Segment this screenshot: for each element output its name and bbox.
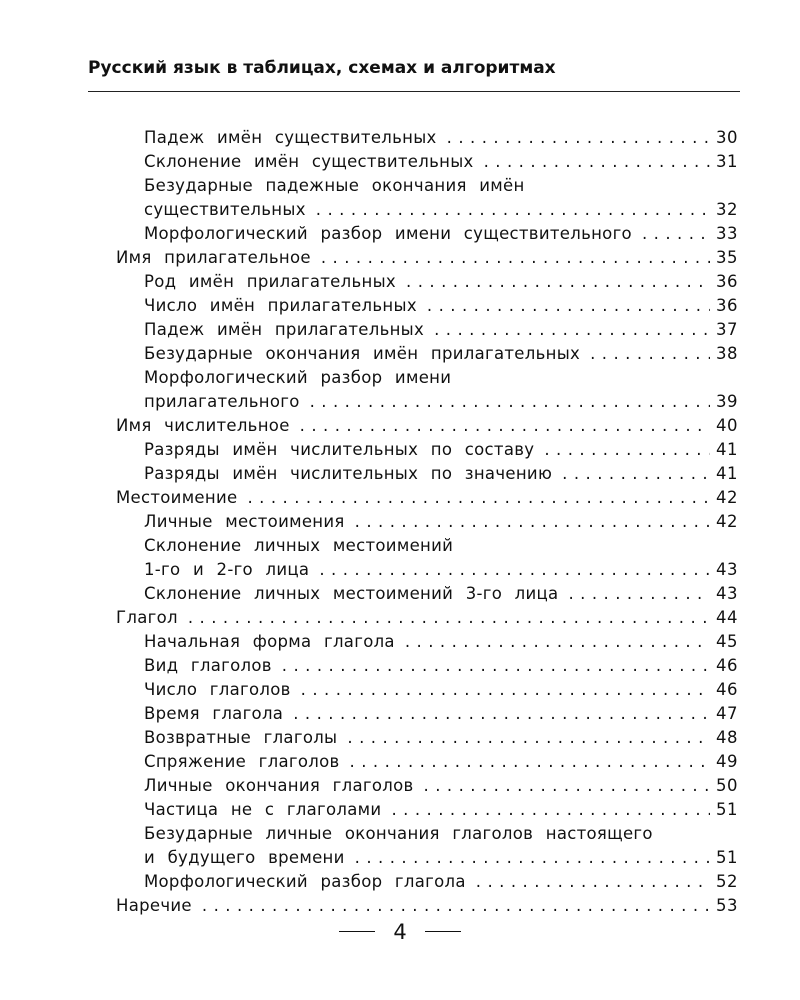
toc-page-number: 35 — [716, 248, 738, 267]
toc-subentry — [116, 318, 738, 342]
toc-subentry — [116, 582, 738, 606]
toc-page-number: 41 — [716, 464, 738, 483]
toc-page-number: 39 — [716, 392, 738, 411]
toc-page-number: 31 — [716, 152, 738, 171]
dot-leader — [188, 606, 710, 630]
dot-leader — [434, 318, 710, 342]
toc-page-number: 43 — [716, 560, 738, 579]
toc-subentry — [116, 438, 738, 462]
dot-leader — [347, 726, 710, 750]
toc-page-number: 49 — [716, 752, 738, 771]
toc-section — [116, 606, 738, 630]
toc-subentry — [116, 126, 738, 150]
toc-entry-title: Личные местоимения — [144, 512, 345, 531]
toc-entry-title: Вид глаголов — [144, 656, 272, 675]
toc-page-number: 32 — [716, 200, 738, 219]
toc-entry-title: Число глаголов — [144, 680, 291, 699]
toc-section — [116, 414, 738, 438]
dot-leader — [355, 846, 710, 870]
toc-entry-title: Падеж имён существительных — [144, 128, 437, 147]
toc-subentry — [116, 222, 738, 246]
dot-leader — [568, 582, 710, 606]
toc-entry-title: Время глагола — [144, 704, 284, 723]
toc-entry-title: Глагол — [116, 608, 178, 627]
folio-dash-left — [339, 931, 375, 932]
toc-entry-title: Местоимение — [116, 488, 238, 507]
toc-page-number: 46 — [716, 680, 738, 699]
dot-leader — [391, 798, 710, 822]
dot-leader — [310, 390, 710, 414]
dot-leader — [321, 246, 710, 270]
toc-entry-title: Имя прилагательное — [116, 248, 311, 267]
toc-page-number: 51 — [716, 848, 738, 867]
toc-entry-title: Безударные окончания имён прилагательных — [144, 344, 581, 363]
toc-page-number: 47 — [716, 704, 738, 723]
toc-page-number: 42 — [716, 512, 738, 531]
dot-leader — [319, 558, 710, 582]
toc-page-number: 48 — [716, 728, 738, 747]
toc-entry-title: Разряды имён числительных по значению — [144, 464, 553, 483]
page-footer — [0, 918, 800, 946]
toc-entry-title: Падеж имён прилагательных — [144, 320, 425, 339]
toc-page-number: 40 — [716, 416, 738, 435]
toc-subentry — [116, 750, 738, 774]
toc-subentry — [116, 678, 738, 702]
toc-entry-title: прилагательного — [144, 392, 300, 411]
toc-entry-title: существительных — [144, 200, 306, 219]
toc-entry-title-line: Склонение личных местоимений — [144, 536, 454, 555]
toc-entry-title: Склонение имён существительных — [144, 152, 474, 171]
toc-subentry — [116, 798, 738, 822]
toc-subentry — [116, 366, 738, 414]
toc-entry-title: Число имён прилагательных — [144, 296, 417, 315]
dot-leader — [476, 870, 710, 894]
toc-entry-title: Наречие — [116, 896, 192, 915]
toc-page-number: 52 — [716, 872, 738, 891]
toc-subentry — [116, 270, 738, 294]
dot-leader — [424, 774, 710, 798]
dot-leader — [562, 462, 710, 486]
toc-entry-title-line: Безударные падежные окончания имён — [144, 176, 525, 195]
dot-leader — [355, 510, 710, 534]
toc-subentry — [116, 630, 738, 654]
toc-entry-title-line: Безударные личные окончания глаголов настоящего — [144, 824, 653, 843]
folio-dash-right — [425, 931, 461, 932]
header-rule — [88, 91, 740, 92]
toc-entry-title: Разряды имён числительных по составу — [144, 440, 535, 459]
toc-entry-title: 1-го и 2-го лица — [144, 560, 310, 579]
toc-page-number: 44 — [716, 608, 738, 627]
dot-leader — [247, 486, 710, 510]
toc-entry-title: Склонение личных местоимений 3-го лица — [144, 584, 559, 603]
dot-leader — [300, 414, 710, 438]
dot-leader — [202, 894, 710, 918]
dot-leader — [406, 270, 710, 294]
toc-entry-title: Начальная форма глагола — [144, 632, 395, 651]
toc-section — [116, 894, 738, 918]
toc-page-number: 50 — [716, 776, 738, 795]
toc-subentry — [116, 150, 738, 174]
toc-page-number: 43 — [716, 584, 738, 603]
toc-page-number: 42 — [716, 488, 738, 507]
toc-page-number: 36 — [716, 296, 738, 315]
toc-subentry — [116, 294, 738, 318]
table-of-contents — [116, 126, 738, 918]
dot-leader — [282, 654, 710, 678]
toc-entry-title-line: Морфологический разбор имени — [144, 368, 452, 387]
toc-entry-title: Возвратные глаголы — [144, 728, 338, 747]
dot-leader — [544, 438, 710, 462]
toc-section — [116, 486, 738, 510]
dot-leader — [427, 294, 710, 318]
dot-leader — [316, 198, 710, 222]
toc-subentry — [116, 822, 738, 870]
toc-subentry — [116, 654, 738, 678]
running-header-title: Русский язык в таблицах, схемах и алгоритмах — [88, 58, 556, 78]
toc-page-number: 38 — [716, 344, 738, 363]
toc-entry-title: Частица не с глаголами — [144, 800, 382, 819]
toc-page-number: 33 — [716, 224, 738, 243]
toc-subentry — [116, 174, 738, 222]
dot-leader — [484, 150, 710, 174]
toc-entry-title: Спряжение глаголов — [144, 752, 340, 771]
toc-page-number: 37 — [716, 320, 738, 339]
toc-page-number: 46 — [716, 656, 738, 675]
toc-entry-title: Личные окончания глаголов — [144, 776, 414, 795]
toc-subentry — [116, 534, 738, 582]
toc-entry-title: и будущего времени — [144, 848, 345, 867]
toc-subentry — [116, 702, 738, 726]
toc-subentry — [116, 462, 738, 486]
toc-section — [116, 246, 738, 270]
toc-page-number: 53 — [716, 896, 738, 915]
toc-subentry — [116, 510, 738, 534]
dot-leader — [301, 678, 710, 702]
toc-entry-title: Род имён прилагательных — [144, 272, 396, 291]
toc-entry-title: Имя числительное — [116, 416, 290, 435]
toc-page-number: 41 — [716, 440, 738, 459]
toc-subentry — [116, 774, 738, 798]
toc-page-number: 45 — [716, 632, 738, 651]
toc-page-number: 36 — [716, 272, 738, 291]
dot-leader — [293, 702, 710, 726]
toc-subentry — [116, 870, 738, 894]
toc-entry-title: Морфологический разбор глагола — [144, 872, 466, 891]
dot-leader — [590, 342, 710, 366]
page-number: 4 — [393, 920, 407, 944]
dot-leader — [405, 630, 710, 654]
dot-leader — [350, 750, 711, 774]
dot-leader — [642, 222, 710, 246]
toc-page-number: 30 — [716, 128, 738, 147]
toc-subentry — [116, 726, 738, 750]
dot-leader — [447, 126, 710, 150]
toc-page-number: 51 — [716, 800, 738, 819]
toc-entry-title: Морфологический разбор имени существительного — [144, 224, 632, 243]
toc-subentry — [116, 342, 738, 366]
